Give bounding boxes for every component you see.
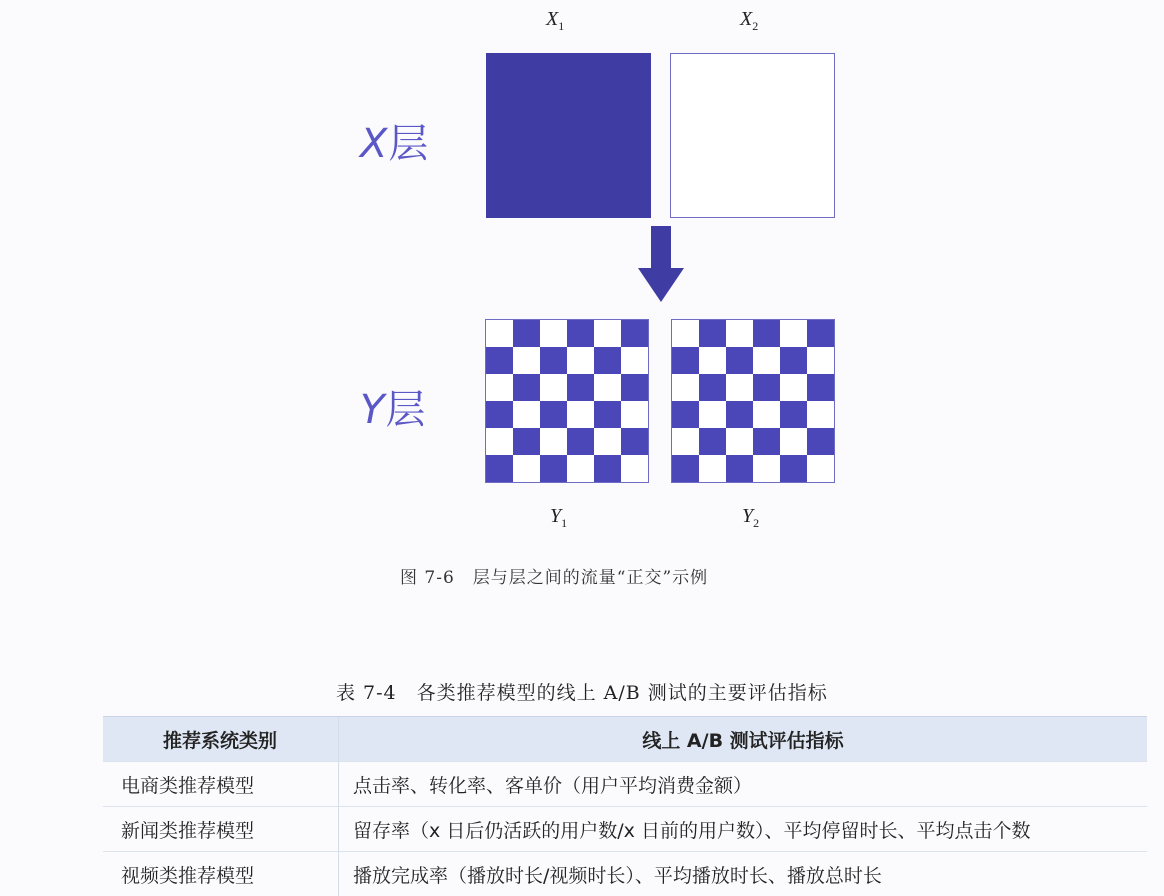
checker-cell	[699, 347, 726, 374]
checker-cell	[699, 320, 726, 347]
checker-cell	[699, 455, 726, 482]
checker-cell	[594, 428, 621, 455]
checker-cell	[672, 374, 699, 401]
label-y1: $Y_1$	[550, 505, 567, 531]
checker-cell	[513, 320, 540, 347]
row-category: 电商类推荐模型	[103, 762, 339, 807]
table-row	[103, 852, 1147, 896]
checker-cell	[753, 428, 780, 455]
checker-cell	[807, 401, 834, 428]
down-arrow-icon	[636, 226, 686, 304]
checker-cell	[486, 401, 513, 428]
checker-cell	[567, 401, 594, 428]
checker-cell	[540, 428, 567, 455]
checker-cell	[540, 455, 567, 482]
table-row	[103, 762, 1147, 807]
checker-cell	[513, 374, 540, 401]
checker-cell	[594, 320, 621, 347]
checker-cell	[540, 374, 567, 401]
row-metrics: 播放完成率（播放时长/视频时长）、平均播放时长、播放总时长	[339, 852, 1148, 896]
checker-cell	[513, 428, 540, 455]
checker-cell	[594, 401, 621, 428]
checker-cell	[780, 401, 807, 428]
checker-cell	[594, 347, 621, 374]
checker-cell	[486, 347, 513, 374]
checker-cell	[753, 320, 780, 347]
checker-cell	[807, 347, 834, 374]
checker-cell	[567, 320, 594, 347]
figure-caption: 图 7-6 层与层之间的流量“正交”示例	[400, 563, 708, 588]
checker-cell	[540, 347, 567, 374]
checker-cell	[594, 374, 621, 401]
checker-cell	[513, 401, 540, 428]
checker-cell	[699, 401, 726, 428]
checker-cell	[672, 347, 699, 374]
checker-cell	[486, 428, 513, 455]
checker-cell	[780, 455, 807, 482]
metrics-table	[103, 716, 1147, 896]
checker-cell	[621, 428, 648, 455]
checker-cell	[540, 401, 567, 428]
checker-cell	[486, 455, 513, 482]
label-y2: $Y_2$	[742, 505, 759, 531]
checker-cell	[567, 374, 594, 401]
checker-cell	[726, 428, 753, 455]
label-x1: $X_1$	[546, 8, 564, 34]
row-category: 新闻类推荐模型	[103, 807, 339, 852]
checker-cell	[753, 455, 780, 482]
table-title: 表 7-4 各类推荐模型的线上 A/B 测试的主要评估指标	[336, 678, 828, 705]
layer-x-label: X层	[360, 112, 429, 169]
checker-cell	[672, 401, 699, 428]
checker-cell	[807, 320, 834, 347]
checker-cell	[726, 401, 753, 428]
checker-cell	[621, 455, 648, 482]
x1-solid-block	[486, 53, 651, 218]
x2-empty-block	[670, 53, 835, 218]
header-category: 推荐系统类别	[103, 717, 339, 762]
checker-cell	[753, 347, 780, 374]
checker-cell	[672, 455, 699, 482]
checker-cell	[726, 347, 753, 374]
checker-cell	[621, 320, 648, 347]
checker-cell	[621, 374, 648, 401]
checker-cell	[621, 347, 648, 374]
checker-cell	[567, 428, 594, 455]
checker-cell	[753, 401, 780, 428]
checker-cell	[780, 374, 807, 401]
table-header-row	[103, 717, 1147, 762]
checker-cell	[780, 428, 807, 455]
checker-cell	[699, 428, 726, 455]
checker-cell	[726, 455, 753, 482]
checker-cell	[672, 320, 699, 347]
checker-cell	[753, 374, 780, 401]
checker-cell	[672, 428, 699, 455]
checker-cell	[621, 401, 648, 428]
checker-cell	[780, 320, 807, 347]
checker-cell	[513, 347, 540, 374]
table-row	[103, 807, 1147, 852]
checker-cell	[807, 428, 834, 455]
checker-cell	[540, 320, 567, 347]
checker-cell	[513, 455, 540, 482]
layer-y-label: Y层	[360, 378, 426, 435]
checker-cell	[699, 374, 726, 401]
header-metrics: 线上 A/B 测试评估指标	[339, 717, 1148, 762]
label-x2: $X_2$	[740, 8, 758, 34]
checker-cell	[594, 455, 621, 482]
checker-cell	[726, 320, 753, 347]
checker-cell	[726, 374, 753, 401]
checker-cell	[567, 455, 594, 482]
row-category: 视频类推荐模型	[103, 852, 339, 896]
checker-cell	[807, 455, 834, 482]
y2-checkerboard	[671, 319, 835, 483]
y1-checkerboard	[485, 319, 649, 483]
row-metrics: 点击率、转化率、客单价（用户平均消费金额）	[339, 762, 1148, 807]
checker-cell	[807, 374, 834, 401]
row-metrics: 留存率（x 日后仍活跃的用户数/x 日前的用户数）、平均停留时长、平均点击个数	[339, 807, 1148, 852]
checker-cell	[486, 374, 513, 401]
checker-cell	[567, 347, 594, 374]
checker-cell	[780, 347, 807, 374]
checker-cell	[486, 320, 513, 347]
